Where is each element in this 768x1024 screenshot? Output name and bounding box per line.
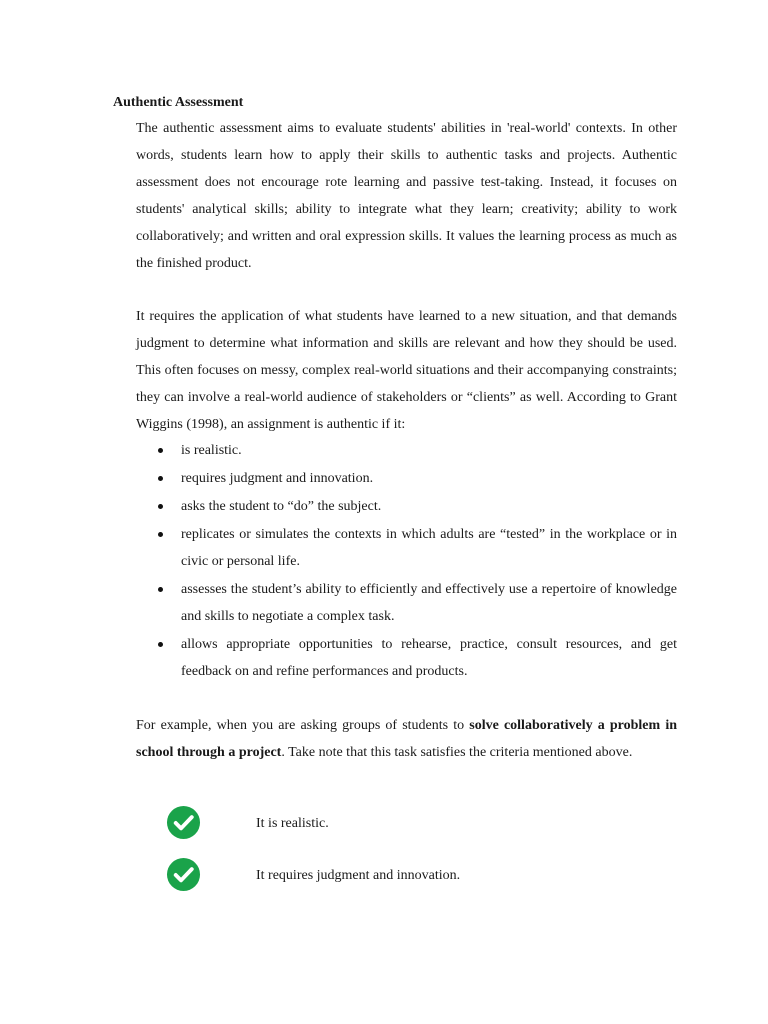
example-lead-text: For example, when you are asking groups of students to [136,718,470,733]
paragraph-example [136,712,677,766]
list-item [136,493,677,520]
list-item [136,631,677,685]
list-item [136,576,677,630]
bullet-icon [158,504,163,509]
list-item-text: is realistic. [181,443,242,458]
paragraph-intro: The authentic assessment aims to evaluate students' abilities in 'real-world' contexts. In other words, students learn how to apply their skills to authentic tasks and projects. Authentic assessment does not encourage rote learning and passive test-taking. Instead, it focuses on students' analytical skills; ability to integrate what they learn; creativity; ability to work collaboratively; and written and oral expression skills. It values the learning process as much as the finished product. [136,121,677,271]
check-item-text: It requires judgment and innovation. [256,868,461,883]
list-item-text: asks the student to “do” the subject. [181,499,382,514]
list-item [136,465,677,492]
list-item-text: replicates or simulates the contexts in which adults are “tested” in the workplace or in civic or personal life. [181,527,677,569]
paragraph-requirements: It requires the application of what students have learned to a new situation, and that demands judgment to determine what information and skills are relevant and how they should be used. This often focuses on messy, complex real-world situations and their accompanying constraints; they can involve a real-world audience of stakeholders or “clients” as well. According to Grant Wiggins (1998), an assignment is authentic if it: [136,309,677,432]
check-item-text: It is realistic. [256,816,329,831]
bullet-icon [158,448,163,453]
bullet-icon [158,587,163,592]
list-item [136,437,677,464]
bullet-icon [158,642,163,647]
check-item [166,805,666,841]
criteria-list [136,437,677,686]
list-item-text: assesses the student’s ability to efficiently and effectively use a repertoire of knowledge and skills to negotiate a complex task. [181,582,677,624]
check-circle-icon [166,805,201,840]
bullet-icon [158,476,163,481]
example-bold-text: solve collaboratively a problem in school through a project [136,718,677,760]
list-item-text: requires judgment and innovation. [181,471,374,486]
section-heading: Authentic Assessment [113,95,244,110]
check-item [166,857,666,893]
bullet-icon [158,532,163,537]
check-circle-icon [166,857,201,892]
example-tail-text: . Take note that this task satisfies the criteria mentioned above. [281,745,633,760]
list-item [136,521,677,575]
list-item-text: allows appropriate opportunities to rehearse, practice, consult resources, and get feedback on and refine performances and products. [181,637,677,679]
